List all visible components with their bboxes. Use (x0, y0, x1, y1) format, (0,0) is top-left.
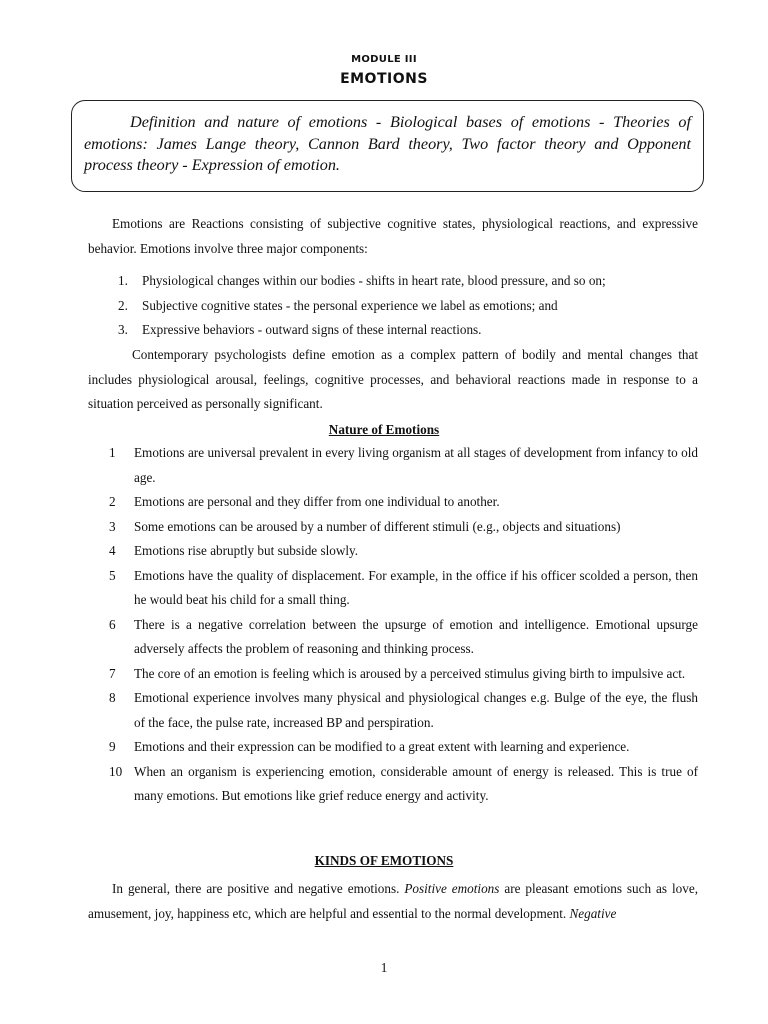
list-item (109, 760, 698, 809)
contemporary-paragraph: Contemporary psychologists define emotion as a complex pattern of bodily and mental changes that includes physiological arousal, feelings, cognitive processes, and behavioral reactions made in response to a situation perceived as personally significant. (88, 347, 698, 411)
list-item-text: Emotions rise abruptly but subside slowly. (134, 543, 359, 558)
list-item-number: 3 (109, 518, 116, 534)
module-label: MODULE III (351, 54, 417, 65)
list-item-number: 6 (109, 616, 116, 632)
kinds-text-1: In general, there are positive and negative emotions. (112, 881, 405, 896)
negative-emotions-term: Negative (569, 905, 617, 921)
list-item-text: Subjective cognitive states - the personal experience we label as emotions; and (142, 297, 558, 313)
list-item (109, 515, 698, 540)
list-item-number: 9 (109, 739, 116, 754)
list-item-text: Emotions are personal and they differ from one individual to another. (134, 494, 500, 509)
list-item (109, 613, 698, 662)
components-list (118, 269, 698, 343)
nature-heading: Nature of Emotions (328, 422, 440, 437)
list-item (118, 269, 698, 294)
list-item (109, 539, 698, 564)
list-item-text: Physiological changes within our bodies - shifts in heart rate, blood pressure, and so on; (142, 273, 606, 288)
kinds-text-2: are pleasant emotions such as love, amusement, joy, happiness etc, which are helpful and essential to the normal development. (88, 881, 698, 921)
page-title: EMOTIONS (340, 71, 428, 87)
list-item-number: 10 (109, 763, 123, 779)
nature-list (109, 441, 698, 809)
list-item (109, 735, 698, 760)
intro-paragraph: Emotions are Reactions consisting of subjective cognitive states, physiological reactions, and expressive behavior. Emotions involve three major components: (88, 216, 698, 256)
list-item-text: Emotions are universal prevalent in every living organism at all stages of development from infancy to old age. (134, 445, 698, 485)
syllabus-text: Definition and nature of emotions - Biological bases of emotions - Theories of emotions: James Lange theory, Cannon Bard theory, Two factor theory and Opponent process theory - Expression of emotion. (84, 113, 691, 174)
list-item-text: There is a negative correlation between the upsurge of emotion and intelligence. Emotional upsurge adversely affects the problem of reasoning and thinking process. (134, 616, 698, 656)
list-item-number: 2. (118, 297, 128, 313)
list-item (109, 490, 698, 515)
kinds-heading: KINDS OF EMOTIONS (314, 853, 454, 868)
list-item-text: The core of an emotion is feeling which is aroused by a perceived stimulus giving birth to impulsive act. (134, 665, 686, 681)
page-number: 1 (380, 960, 388, 975)
list-item-number: 1 (109, 445, 116, 460)
list-item-text: Emotions and their expression can be modified to a great extent with learning and experience. (134, 739, 630, 754)
list-item-number: 3. (118, 322, 128, 337)
list-item-number: 5 (109, 567, 116, 583)
list-item-number: 7 (109, 665, 116, 681)
list-item (109, 441, 698, 490)
list-item (118, 318, 698, 343)
positive-emotions-term: Positive emotions (404, 881, 500, 896)
syllabus-box (71, 100, 704, 192)
list-item (109, 686, 698, 735)
list-item-number: 1. (118, 273, 128, 288)
list-item-text: Some emotions can be aroused by a number of different stimuli (e.g., objects and situations) (134, 518, 621, 534)
list-item-text: Expressive behaviors - outward signs of these internal reactions. (142, 322, 482, 337)
list-item-text: Emotions have the quality of displacement. For example, in the office if his officer scolded a person, then he would beat his child for a small thing. (134, 567, 698, 607)
list-item (109, 662, 698, 687)
list-item-text: When an organism is experiencing emotion, considerable amount of energy is released. This is true of many emotions. But emotions like grief reduce energy and activity. (134, 763, 698, 803)
list-item (109, 564, 698, 613)
list-item (118, 294, 698, 319)
list-item-number: 2 (109, 494, 116, 509)
list-item-text: Emotional experience involves many physical and physiological changes e.g. Bulge of the eye, the flush of the face, the pulse rate, increased BP and perspiration. (134, 690, 698, 730)
list-item-number: 4 (109, 543, 116, 558)
kinds-paragraph (88, 877, 698, 926)
list-item-number: 8 (109, 690, 116, 705)
